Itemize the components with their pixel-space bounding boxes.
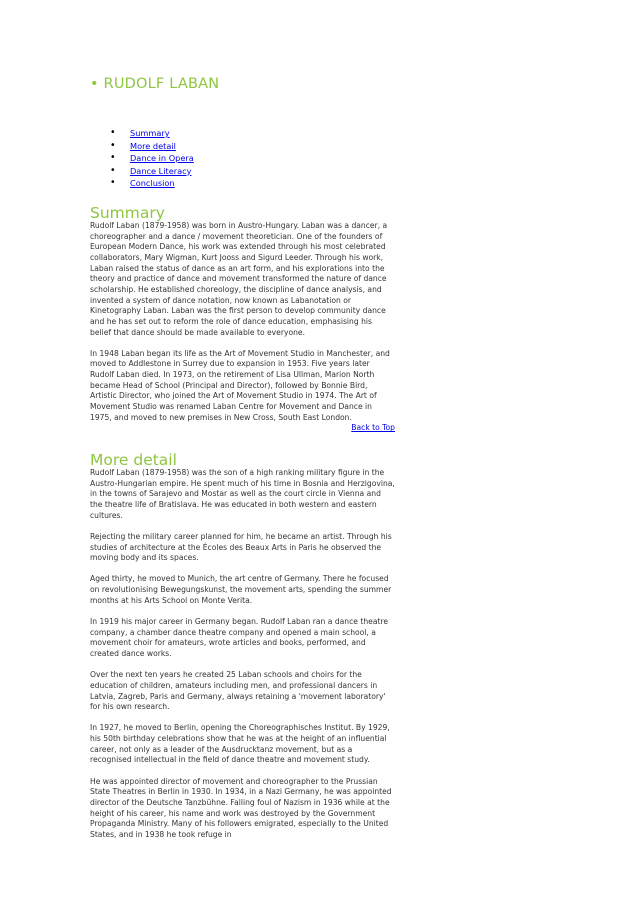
more-detail-paragraph: In 1919 his major career in Germany began. Rudolf Laban ran a dance theatre company, a chamber dance theatre company and opened a main school, a movement choir for amateurs, wrote articles and books, performed, and created dance works. <box>90 617 389 658</box>
more-detail-heading: More detail <box>90 451 177 469</box>
toc-link-dance-in-opera[interactable]: Dance in Opera <box>130 153 194 164</box>
bullet-icon: • <box>110 127 116 138</box>
toc-link-summary[interactable]: Summary <box>130 128 170 138</box>
more-detail-paragraph: Rejecting the military career planned for him, he became an artist. Through his studies of architecture at the Écoles des Beaux Arts in Paris he observed the moving body and its spaces. <box>90 531 392 563</box>
summary-paragraph: In 1948 Laban began its life as the Art of Movement Studio in Manchester, and moved to Addlestone in Surrey due to expansion in 1953. Five years later Rudolf Laban died. In 1973, on the retirement of Lisa Ullman, Marion North became Head of School (Principal and Director), followed by Bonnie Bird, Artistic Director, who joined the Art of Movement Studio in 1974. The Art of Movement Studio was renamed Laban Centre for Movement and Dance in 1975, and moved to new premises in New Cross, South East London. <box>90 348 390 422</box>
more-detail-section <box>90 452 395 841</box>
summary-section <box>90 205 395 434</box>
back-to-top-link[interactable]: Back to Top <box>351 423 395 433</box>
toc-link-conclusion[interactable]: Conclusion <box>130 178 175 189</box>
bullet-icon: • <box>110 139 116 151</box>
bullet-icon: • <box>110 177 116 189</box>
toc-link-dance-literacy[interactable]: Dance Literacy <box>130 165 192 176</box>
more-detail-paragraph: In 1927, he moved to Berlin, opening the Choreographisches Institut. By 1929, his 50th birthday celebrations show that he was at the height of an influential career, not only as a leader of the Ausdrucktanz movement, but as a recognised intellectual in the field of dance theatre and movement study. <box>90 723 390 765</box>
bullet-icon: • <box>110 152 116 164</box>
toc-link-more-detail[interactable]: More detail <box>130 140 176 151</box>
more-detail-paragraph: Aged thirty, he moved to Munich, the art centre of Germany. There he focused on revolutionising Bewegungskunst, the movement arts, spending the summer months at his Arts School on Monte Verita. <box>90 574 392 605</box>
summary-paragraph: Rudolf Laban (1879-1958) was born in Austro-Hungary. Laban was a dancer, a choreographer and a dance / movement theoretician. One of the founders of European Modern Dance, his work was extended through his most celebrated collaborators, Mary Wigman, Kurt Jooss and Sigurd Leeder. Through his work, Laban raised the status of dance as an art form, and his explorations into the theory and practice of dance and movement transformed the nature of dance scholarship. He established choreology, the discipline of dance analysis, and invented a system of dance notation, now known as Labanotation or Kinetography Laban. Laban was the first person to develop community dance and he has set out to reform the role of dance education, emphasising his belief that dance should be made available to everyone. <box>90 221 388 337</box>
bullet-icon: • <box>110 164 116 176</box>
summary-heading: Summary <box>90 204 165 222</box>
page-title: • RUDOLF LABAN <box>90 76 220 92</box>
more-detail-paragraph: Over the next ten years he created 25 Laban schools and choirs for the education of children, amateurs including men, and professional dancers in Latvia, Zagreb, Paris and Germany, always retaining a 'movement laboratory' for his own research. <box>90 670 386 712</box>
more-detail-paragraph: He was appointed director of movement and choreographer to the Prussian State Theatres in Berlin in 1930. In 1934, in a Nazi Germany, he was appointed director of the Deutsche Tanzbühne. Falling foul of Nazism in 1936 while at the height of his career, his name and work was destroyed by the Government Propaganda Ministry. Many of his followers emigrated, especially to the United States, and in 1938 he took refuge in <box>90 776 392 839</box>
back-to-top-row <box>90 423 395 434</box>
more-detail-paragraph: Rudolf Laban (1879-1958) was the son of a high ranking military figure in the Austro-Hungarian empire. He spent much of his time in Bosnia and Herzigovina, in the towns of Sarajevo and Mostar as well as the court circle in Vienna and the theatre life of Bratislava. He was educated in both western and eastern cultures. <box>90 468 395 520</box>
